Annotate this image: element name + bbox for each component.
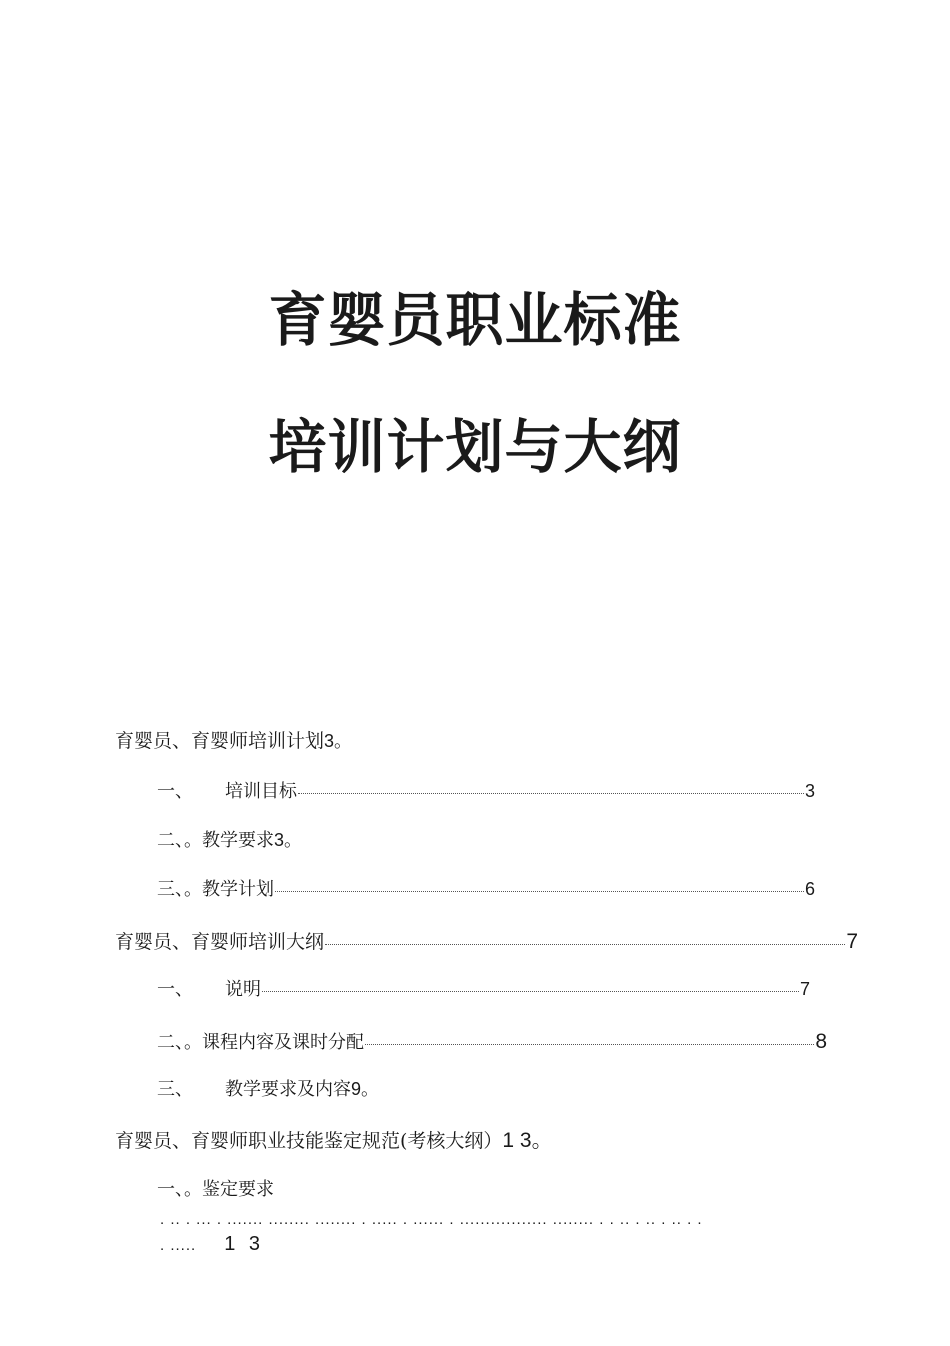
dot-leader — [298, 793, 804, 794]
dot-leader — [262, 991, 799, 992]
toc-entry-skill-assessment[interactable] — [115, 1128, 553, 1153]
dot-leader: . ..... — [160, 1237, 197, 1254]
toc-page-number: 1 3。 — [502, 1129, 553, 1152]
toc-entry-label: 二、。课程内容及课时分配 — [157, 1032, 364, 1053]
toc-entry-course-content[interactable] — [157, 1029, 827, 1054]
toc-page-number: 7 — [846, 930, 858, 953]
document-title-line1: 育婴员职业标准 — [268, 286, 682, 354]
toc-entry-label: 育婴员、育婴师培训大纲 — [115, 931, 325, 953]
dot-leader — [325, 944, 845, 945]
toc-entry-teaching-requirements[interactable] — [157, 830, 302, 852]
document-title-line2: 培训计划与大纲 — [268, 413, 682, 481]
toc-entry-training-outline[interactable] — [115, 929, 858, 954]
toc-entry-label: 育婴员、育婴师职业技能鉴定规范(考核大纲） — [115, 1130, 503, 1152]
toc-entry-prefix: 一、 — [157, 979, 193, 1000]
dot-leader-continuation — [160, 1233, 264, 1256]
toc-entry-label: 教学要求及内容 — [225, 1079, 351, 1100]
dot-leader — [275, 891, 804, 892]
toc-entry-prefix: 三、 — [157, 1079, 193, 1100]
toc-entry-label: 一、。鉴定要求 — [157, 1179, 274, 1200]
dot-leader — [365, 1044, 814, 1045]
toc-entry-teaching-requirements-content[interactable] — [157, 1079, 379, 1101]
toc-page-number: 9。 — [351, 1079, 380, 1099]
toc-entry-explanation[interactable] — [157, 979, 810, 1001]
dot-leader: . .. . ... . ....... ........ ........ . ..... . ...... . ................. ........ . . .. . .. . .. . . — [160, 1211, 703, 1228]
toc-page-number: 3 — [804, 781, 815, 801]
toc-entry-teaching-plan[interactable] — [157, 879, 815, 901]
toc-entry-label: 育婴员、育婴师培训计划 — [115, 730, 325, 752]
toc-page-number: 3。 — [324, 731, 353, 751]
toc-page-number: 7 — [799, 979, 810, 999]
toc-entry-label: 三、。教学计划 — [157, 879, 274, 900]
toc-entry-assessment-requirements[interactable] — [157, 1179, 274, 1201]
toc-entry-training-goals[interactable] — [157, 781, 815, 803]
toc-entry-prefix: 一、 — [157, 781, 193, 802]
toc-entry-training-plan[interactable] — [115, 730, 352, 753]
toc-entry-label: 二、。教学要求 — [157, 830, 274, 851]
toc-page-number: 8 — [815, 1030, 827, 1053]
toc-page-number: 3。 — [274, 830, 303, 850]
toc-entry-label: 说明 — [225, 979, 261, 1000]
toc-page-number: 1 3 — [224, 1233, 264, 1255]
toc-page-number: 6 — [804, 879, 815, 899]
toc-entry-label: 培训目标 — [225, 781, 297, 802]
